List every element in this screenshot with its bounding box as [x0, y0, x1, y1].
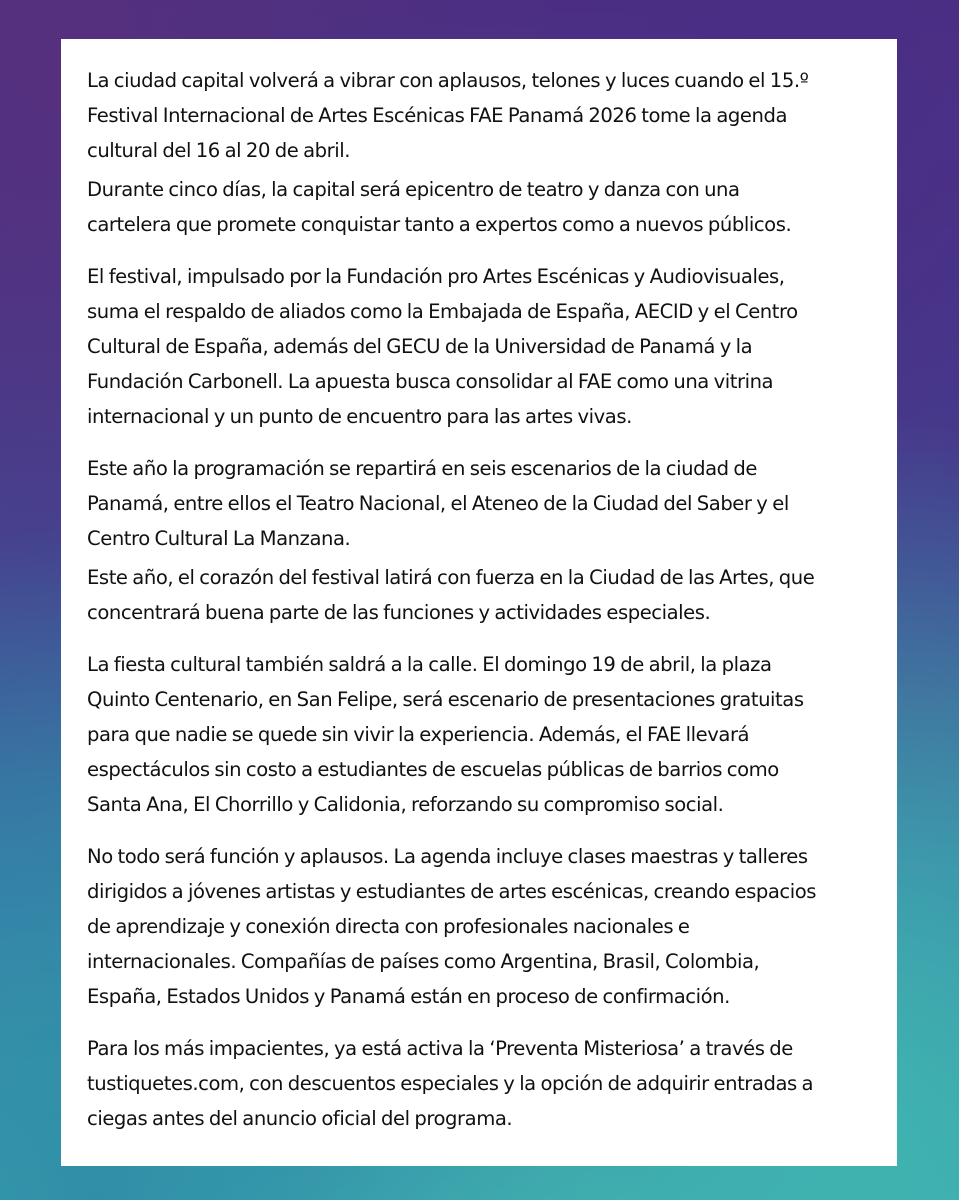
paragraph-sponsors: El festival, impulsado por la Fundación pro Artes Escénicas y Audiovisuales, suma el respaldo de aliados como la Embajada de España, AECID y el Centro Cultural de España, además del GECU de la Universidad de Panamá y la Fundación Carbonell. La apuesta busca consolidar al FAE como una vitrina internacional y un punto de encuentro para las artes vivas. [87, 265, 798, 428]
paragraph-intro: La ciudad capital volverá a vibrar con aplausos, telones y luces cuando el 15.º Festival Internacional de Artes Escénicas FAE Panamá 2026 tome la agenda cultural del 16 al 20 de abril. [87, 69, 809, 162]
paragraph-ciudad-artes: Este año, el corazón del festival latirá con fuerza en la Ciudad de las Artes, que concentrará buena parte de las funciones y actividades especiales. [87, 566, 815, 624]
paragraph-duration: Durante cinco días, la capital será epicentro de teatro y danza con una cartelera que promete conquistar tanto a expertos como a nuevos públicos. [87, 178, 792, 236]
paragraph-street-events: La fiesta cultural también saldrá a la calle. El domingo 19 de abril, la plaza Quinto Centenario, en San Felipe, será escenario de presentaciones gratuitas para que nadie se quede sin vivir la experiencia. Además, el FAE llevará espectáculos sin costo a estudiantes de escuelas públicas de barrios como Santa Ana, El Chorrillo y Calidonia, reforzando su compromiso social. [87, 653, 804, 816]
article-card [61, 39, 897, 1166]
paragraph-presale: Para los más impacientes, ya está activa la ‘Preventa Misteriosa’ a través de tustiquetes.com, con descuentos especiales y la opción de adquirir entradas a ciegas antes del anuncio oficial del programa. [87, 1037, 814, 1130]
paragraph-workshops: No todo será función y aplausos. La agenda incluye clases maestras y talleres dirigidos a jóvenes artistas y estudiantes de artes escénicas, creando espacios de aprendizaje y conexión directa con profesionales nacionales e internacionales. Compañías de países como Argentina, Brasil, Colombia, España, Estados Unidos y Panamá están en proceso de confirmación. [87, 845, 816, 1008]
paragraph-venues: Este año la programación se repartirá en seis escenarios de la ciudad de Panamá, entre ellos el Teatro Nacional, el Ateneo de la Ciudad del Saber y el Centro Cultural La Manzana. [87, 457, 789, 550]
